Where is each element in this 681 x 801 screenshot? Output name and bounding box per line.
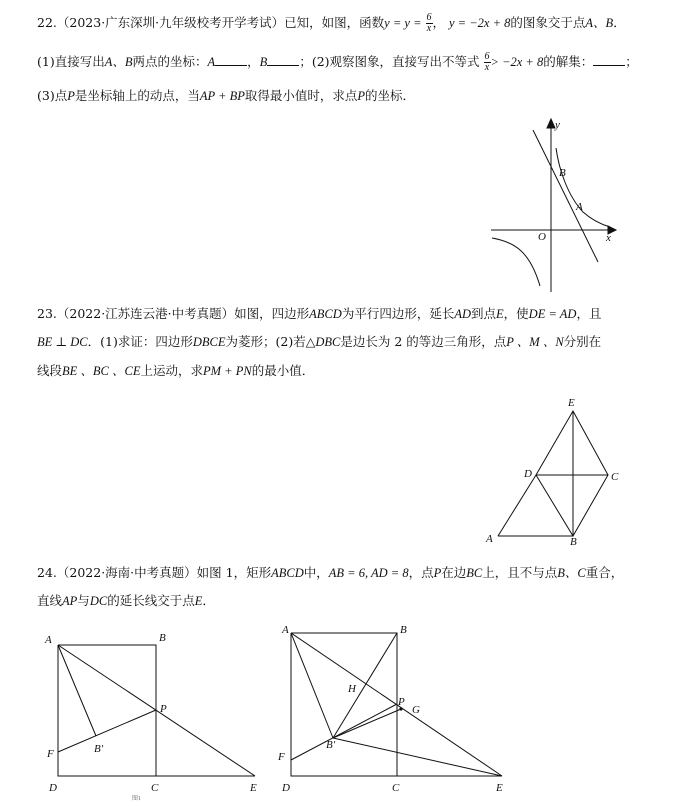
q23-part5: 线段 xyxy=(37,363,63,378)
q22-sep: ， xyxy=(432,15,446,30)
label-o: O xyxy=(538,231,546,243)
label-x: x xyxy=(606,232,611,244)
q24-part2: 与 xyxy=(77,593,90,608)
q24-text-b: 中， xyxy=(303,565,329,580)
q23-e: E xyxy=(496,307,504,321)
q23-dbce: DBCE xyxy=(192,335,226,349)
q22-ineq-fraction: $\frac{6}{x}$ xyxy=(484,51,490,73)
label-d: D xyxy=(49,782,57,794)
q23-eq: DE = AD xyxy=(528,307,577,321)
q23-ad: AD xyxy=(454,307,471,321)
label-f: F xyxy=(47,748,54,760)
q23-text-d: ，使 xyxy=(503,306,529,321)
label-c: C xyxy=(611,471,619,483)
label-e: E xyxy=(250,782,257,794)
q22-text: 已知，如图，函数 xyxy=(284,15,385,30)
segment-fp xyxy=(291,704,397,760)
q22-number: 22. xyxy=(37,15,57,30)
q24-eq: AB = 6, AD = 8 xyxy=(328,566,409,580)
q23-part3: 是边长为 2 的等边三角形，点 xyxy=(340,334,507,349)
q22-p2: P xyxy=(357,89,366,103)
q23-part7: 的最小值． xyxy=(251,363,315,378)
label-g: G xyxy=(412,704,420,716)
label-b: B xyxy=(559,167,566,179)
q23-number: 23. xyxy=(37,306,57,321)
label-b-prime: B′ xyxy=(326,739,336,751)
label-c: C xyxy=(392,782,400,794)
q24-number: 24. xyxy=(37,565,57,580)
q22-p3-text: 是坐标轴上的动点，当 xyxy=(74,88,200,103)
q22-part1: (1)直接写出 xyxy=(37,54,105,69)
q22-end2: ； xyxy=(625,54,638,69)
q24-part3: 的延长线交于点 xyxy=(107,593,195,608)
q22-source: （2023·广东深圳·九年级校考开学考试） xyxy=(56,15,285,30)
label-e: E xyxy=(496,782,503,794)
q23-part1: ．(1)求证：四边形 xyxy=(87,334,193,349)
q24-source: （2022·海南·中考真题） xyxy=(56,565,197,580)
q22-part3: (3)点 xyxy=(37,88,68,103)
label-b: B xyxy=(570,536,577,548)
segment-b-prime-g xyxy=(333,709,401,738)
q23-source: （2022·江苏连云港·中考真题） xyxy=(56,306,235,321)
label-b: B xyxy=(400,624,407,636)
q24-p: P xyxy=(433,566,442,580)
q22-coord-text: 两点的坐标： xyxy=(132,54,208,69)
q22-a: A xyxy=(207,55,216,69)
q22-ab: A、B xyxy=(104,55,133,69)
q24-ap: AP xyxy=(62,594,78,608)
q22-func2: y = −2x + 8 xyxy=(449,16,511,30)
q22-p3-end: 的坐标． xyxy=(365,88,416,103)
label-b-prime: B′ xyxy=(94,743,104,755)
q23-text-b: 为平行四边形，延长 xyxy=(341,306,455,321)
q22-end: ． xyxy=(613,15,626,30)
q23-dbc: DBC xyxy=(315,335,341,349)
q23-text-e: ，且 xyxy=(576,306,602,321)
segment-bb-prime xyxy=(333,633,397,738)
q23-part4: 分别在 xyxy=(563,334,602,349)
q23-part6: 上运动，求 xyxy=(140,363,203,378)
q24-text-e: 上，且不与点 xyxy=(482,565,558,580)
label-f: F xyxy=(278,751,285,763)
q22-text-b: 的图象交于点 xyxy=(510,15,586,30)
label-b: B xyxy=(159,632,166,644)
q22-ineq: > −2x + 8 xyxy=(490,55,544,69)
segment-ab-prime xyxy=(291,633,333,738)
q23-text: 如图，四边形 xyxy=(234,306,310,321)
q22-comma: ， xyxy=(247,54,260,69)
figure-caption: 图1 xyxy=(132,796,142,801)
q23-segs: BE 、BC 、CE xyxy=(62,364,141,378)
q24-text: 如图 1，矩形 xyxy=(196,565,272,580)
q24-text-f: 重合， xyxy=(585,565,624,580)
q24-end: ． xyxy=(202,593,215,608)
rectangle-abcd xyxy=(291,633,397,776)
q24-dc: DC xyxy=(89,594,108,608)
q22-b: B xyxy=(259,55,268,69)
label-a: A xyxy=(576,201,583,213)
q23-text-c: 到点 xyxy=(471,306,497,321)
label-p: P xyxy=(398,696,405,708)
q23-perp: BE ⊥ DC xyxy=(37,335,88,349)
label-e: E xyxy=(568,397,575,409)
label-d: D xyxy=(524,468,532,480)
q23-expr: PM + PN xyxy=(203,364,252,378)
q24-part1: 直线 xyxy=(37,593,63,608)
q22-points: A、B xyxy=(585,16,614,30)
q22-p3-text2: 取得最小值时，求点 xyxy=(244,88,358,103)
q24-e: E xyxy=(194,594,203,608)
label-p: P xyxy=(160,703,167,715)
label-a: A xyxy=(486,533,493,545)
q24-bc: BC xyxy=(466,566,483,580)
label-h: H xyxy=(348,683,356,695)
q22-fraction: $\frac{6}{x}$ xyxy=(426,12,432,34)
label-a: A xyxy=(282,624,289,636)
q22-sol-text: 的解集： xyxy=(543,54,594,69)
label-y: y xyxy=(555,119,560,131)
q24-bc2: B、C xyxy=(557,566,586,580)
q22-p: P xyxy=(67,89,75,103)
label-c: C xyxy=(151,782,159,794)
q22-func1: y = y = xyxy=(384,16,422,30)
segment-b-prime-e xyxy=(333,738,502,776)
label-d: D xyxy=(282,782,290,794)
q22-part2: ；(2)观察图象，直接写出不等式 xyxy=(299,54,480,69)
label-a: A xyxy=(45,634,52,646)
q23-pmn: P 、M 、N xyxy=(506,335,564,349)
q24-abcd: ABCD xyxy=(271,566,304,580)
q23-abcd: ABCD xyxy=(309,307,342,321)
q24-text-d: 在边 xyxy=(441,565,467,580)
q24-text-c: ，点 xyxy=(408,565,434,580)
q23-part2: 为菱形；(2)若△ xyxy=(225,334,316,349)
q22-expr: AP + BP xyxy=(199,89,245,103)
